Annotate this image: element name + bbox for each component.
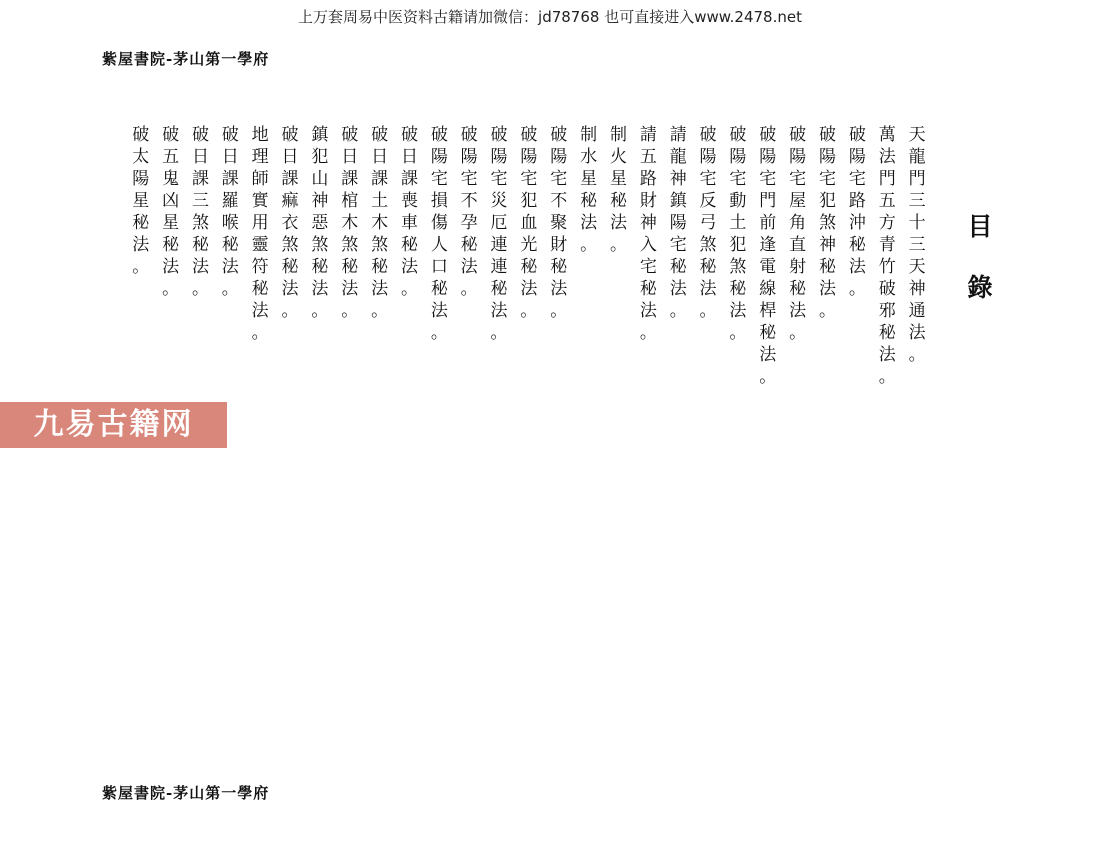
toc-entry: 破 日 課 三 煞 秘 法 。 — [191, 125, 209, 299]
toc-entry: 鎮 犯 山 神 惡 煞 秘 法 。 — [311, 125, 329, 321]
toc-entry: 請 五 路 財 神 入 宅 秘 法 。 — [639, 125, 657, 343]
toc-entry: 破 日 課 棺 木 煞 秘 法 。 — [341, 125, 359, 321]
publisher-footer: 紫屋書院-茅山第一學府 — [102, 784, 270, 802]
toc-entry: 請 龍 神 鎮 陽 宅 秘 法 。 — [669, 125, 687, 321]
toc-entry: 破 日 課 羅 喉 秘 法 。 — [221, 125, 239, 299]
contact-notice: 上万套周易中医资料古籍请加微信：jd78768 也可直接进入www.2478.net — [298, 8, 802, 26]
toc-entry: 破 陽 宅 不 孕 秘 法 。 — [460, 125, 478, 299]
toc-title-char-1: 目 — [967, 212, 993, 241]
toc-entry: 破 陽 宅 門 前 逢 電 線 桿 秘 法 。 — [759, 125, 777, 387]
toc-entry: 破 陽 宅 反 弓 煞 秘 法 。 — [699, 125, 717, 321]
toc-entry: 制 水 星 秘 法 。 — [580, 125, 598, 255]
toc-entry: 破 陽 宅 犯 煞 神 秘 法 。 — [818, 125, 836, 321]
toc-entry: 破 日 課 喪 車 秘 法 。 — [400, 125, 418, 299]
toc-entry: 天 龍 門 三 十 三 天 神 通 法 。 — [908, 125, 926, 365]
site-watermark: 九易古籍网 — [0, 402, 227, 448]
toc-entry: 破 日 課 土 木 煞 秘 法 。 — [371, 125, 389, 321]
toc-entry: 破 陽 宅 屋 角 直 射 秘 法 。 — [789, 125, 807, 343]
toc-entry: 破 日 課 痲 衣 煞 秘 法 。 — [281, 125, 299, 321]
toc-entry: 地 理 師 實 用 靈 符 秘 法 。 — [251, 125, 269, 343]
toc-entry: 破 陽 宅 損 傷 人 口 秘 法 。 — [430, 125, 448, 343]
toc-title — [962, 212, 998, 303]
toc-entry: 破 陽 宅 不 聚 財 秘 法 。 — [550, 125, 568, 321]
toc-entry: 制 火 星 秘 法 。 — [609, 125, 627, 255]
toc-entry: 破 陽 宅 犯 血 光 秘 法 。 — [520, 125, 538, 321]
toc-entry: 破 五 鬼 凶 星 秘 法 。 — [162, 125, 180, 299]
publisher-header: 紫屋書院-茅山第一學府 — [102, 50, 270, 68]
toc-entry: 萬 法 門 五 方 青 竹 破 邪 秘 法 。 — [878, 125, 896, 387]
toc-entry: 破 陽 宅 災 厄 連 連 秘 法 。 — [490, 125, 508, 343]
toc-entry: 破 太 陽 星 秘 法 。 — [132, 125, 150, 277]
table-of-contents — [126, 124, 932, 388]
toc-title-char-2: 錄 — [967, 273, 993, 302]
toc-entry: 破 陽 宅 動 土 犯 煞 秘 法 。 — [729, 125, 747, 343]
toc-entry: 破 陽 宅 路 沖 秘 法 。 — [848, 125, 866, 299]
